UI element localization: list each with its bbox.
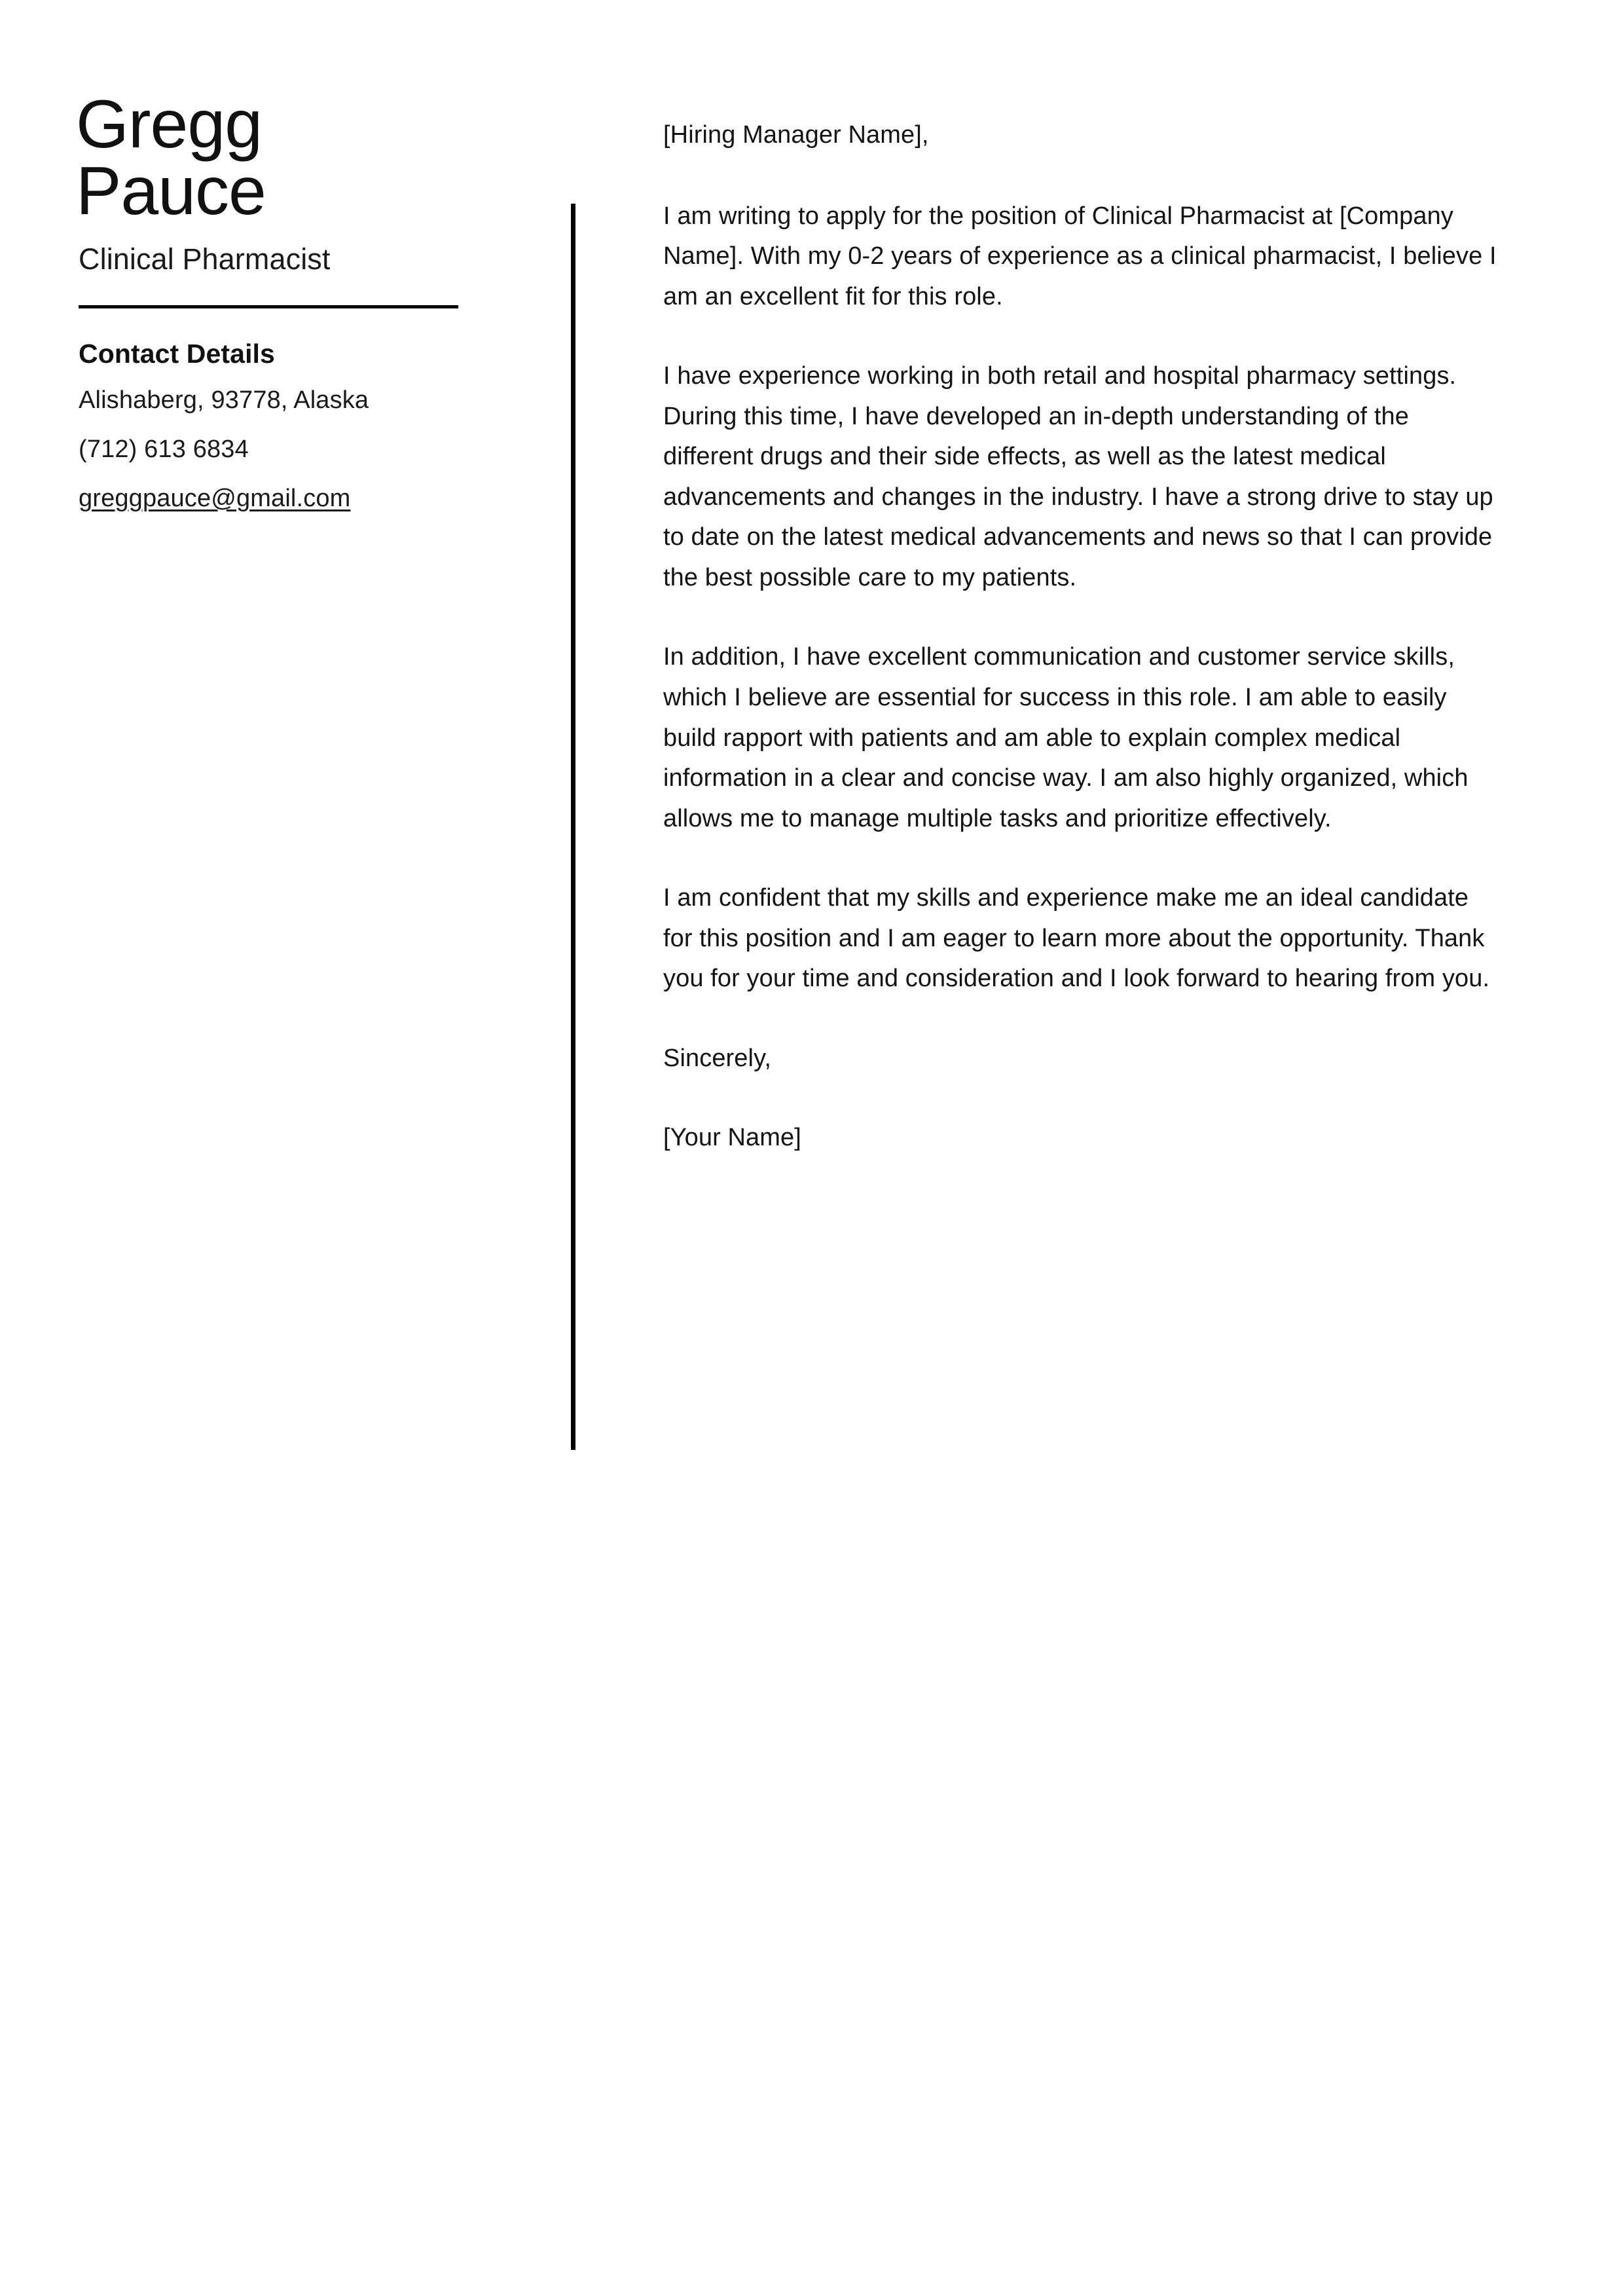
letter-salutation: [Hiring Manager Name], xyxy=(663,121,929,149)
letter-paragraph-1: I am writing to apply for the position of Clinical Pharmacist at [Company Name]. With my 0-2 years of experience as a clinical pharmacist, I believe I am an excellent fit for this role. xyxy=(663,202,1497,310)
sidebar xyxy=(76,86,524,512)
letter-paragraph-2: I have experience working in both retail and hospital pharmacy settings. During this time, I have developed an in-depth understanding of the different drugs and their side effects, as well as the latest medical advancements and changes in the industry. I have a strong drive to stay up to date on the latest medical advancements and news so that I can provide the best possible care to my patients. xyxy=(663,362,1493,591)
contact-email-link[interactable]: greggpauce@gmail.com xyxy=(79,484,351,512)
letter-paragraph-4: I am confident that my skills and experience make me an ideal candidate for this position and I am eager to learn more about the opportunity. Thank you for your time and consideration and I look forward to hearing from you. xyxy=(663,884,1490,993)
contact-details-list xyxy=(79,388,524,511)
contact-phone[interactable]: (712) 613 6834 xyxy=(79,435,249,463)
letter-paragraph-3: In addition, I have excellent communication and customer service skills, which I believe are essential for success in this role. I am able to easily build rapport with patients and am able to explain complex medical information in a clear and concise way. I am also highly organized, which allows me to manage multiple tasks and prioritize effectively. xyxy=(663,643,1468,832)
contact-details-heading: Contact Details xyxy=(79,338,275,369)
sidebar-divider xyxy=(79,305,458,308)
applicant-job-title: Clinical Pharmacist xyxy=(79,242,331,276)
letter-signoff: Sincerely, xyxy=(663,1044,772,1072)
letter-vertical-rule xyxy=(571,204,575,1450)
applicant-name xyxy=(76,86,524,229)
applicant-first-name: Gregg xyxy=(76,86,263,162)
letter-signature: [Your Name] xyxy=(663,1124,801,1152)
applicant-last-name: Pauce xyxy=(76,153,266,229)
letter-body xyxy=(663,115,1504,1158)
contact-address: Alishaberg, 93778, Alaska xyxy=(79,386,369,414)
